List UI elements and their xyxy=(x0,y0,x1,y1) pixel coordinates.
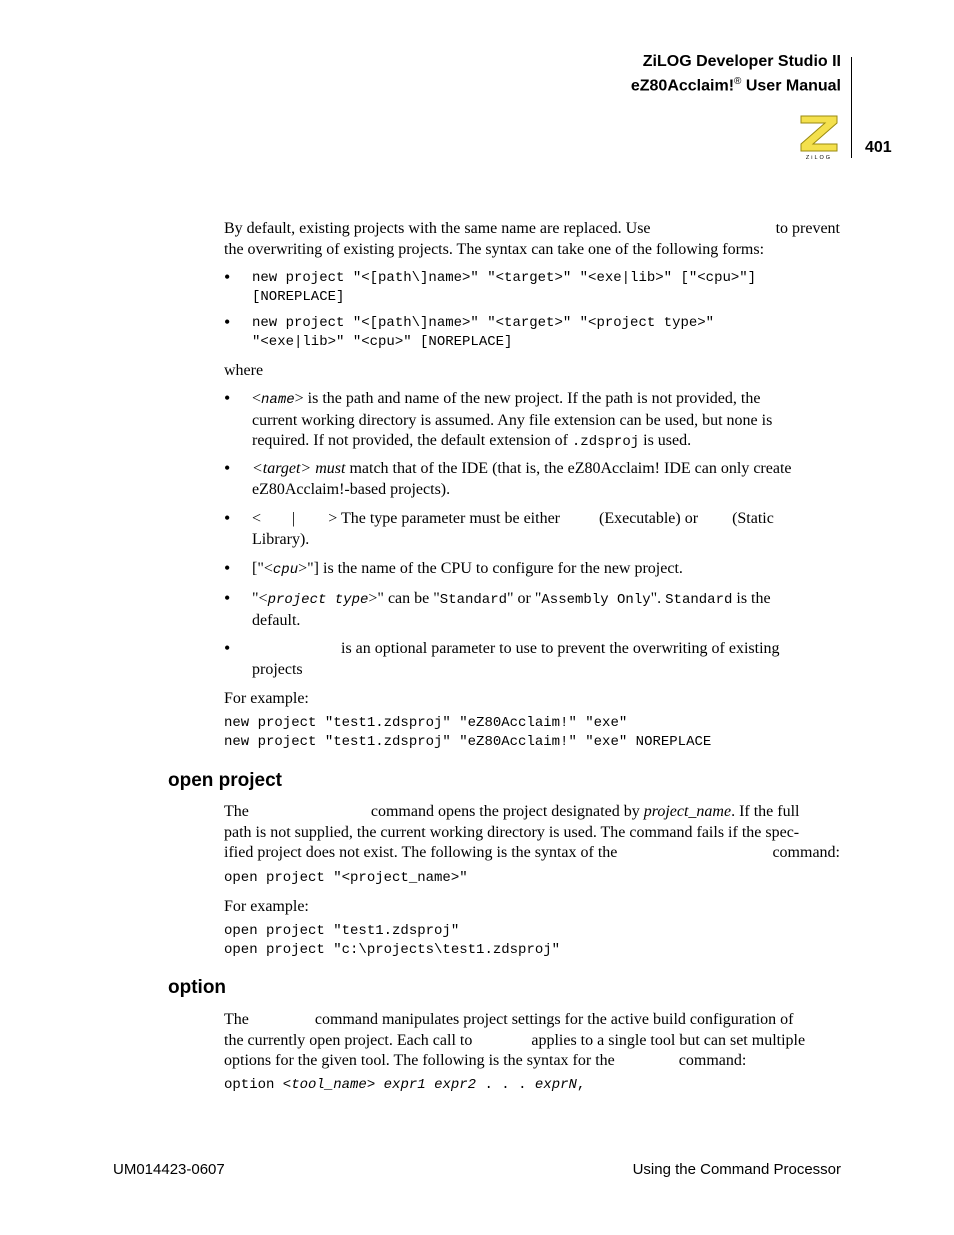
where-label: where xyxy=(224,362,264,379)
header-product-line: ZiLOG Developer Studio II xyxy=(642,53,841,70)
param-noreplace-description: is an optional parameter to use to prevent the overwriting of existing projects xyxy=(252,640,780,678)
open-project-line-1: The command opens the project designated by project_name. If the full xyxy=(224,803,800,820)
option-syntax: option <tool_name> expr1 expr2 . . . exprN, xyxy=(224,1077,586,1093)
footer-chapter-title: Using the Command Processor xyxy=(632,1161,841,1178)
param-exelib-description: < | > The type parameter must be either (Executable) or (Static Library). xyxy=(252,510,774,548)
param-cpu-code: cpu xyxy=(272,562,299,578)
section-heading-open-project: open project xyxy=(168,770,283,791)
param-name-description: <name> is the path and name of the new project. If the path is not provided, the current working directory is assumed. Any file extension can be used, but none is required. If not provided, the default extension of .zdsproj is used. xyxy=(252,390,773,450)
for-example-label: For example: xyxy=(224,690,309,707)
param-cpu-description: ["<cpu>"] is the name of the CPU to configure for the new project. xyxy=(252,560,683,578)
section-heading-option: option xyxy=(168,977,227,998)
syntax-form-1-line-2: [NOREPLACE] xyxy=(252,289,345,305)
zilog-logo xyxy=(795,112,843,160)
bullet: • xyxy=(224,267,231,287)
param-target-term: <target> xyxy=(252,460,312,477)
header-manual-suffix: User Manual xyxy=(741,77,841,95)
bullet: • xyxy=(224,388,231,408)
option-paragraph: The command manipulates project settings for the active build configuration of the currently open project. Each call to applies to a single tool but can set multiple options for the given tool. The following is the syntax for the command: xyxy=(224,1011,806,1069)
bullet: • xyxy=(224,638,231,658)
page-number: 401 xyxy=(865,139,892,156)
intro-line-2: the overwriting of existing projects. The syntax can take one of the following forms: xyxy=(224,240,765,258)
bullet: • xyxy=(224,508,231,528)
open-project-paragraph: The command opens the project designated by project_name. If the full path is not supplied, the current working directory is used. The command fails if the spec- ified project does not exist. The following is the syntax of the command: xyxy=(224,803,840,861)
param-project-type-description: "<project type>" can be "Standard" or "Assembly Only". Standard is the default. xyxy=(252,590,771,629)
syntax-form-1-line-1: new project "<[path\]name>" "<target>" "<exe|lib>" ["<cpu>"] xyxy=(252,270,757,286)
footer-document-id: UM014423-0607 xyxy=(113,1161,225,1178)
intro-paragraph xyxy=(224,219,840,260)
bullet: • xyxy=(224,458,231,478)
intro-line-1: By default, existing projects with the same name are replaced. Use to prevent xyxy=(224,220,840,237)
header-divider xyxy=(851,57,852,158)
param-project-type-code: project type xyxy=(267,592,369,608)
zdsproj-extension-code: .zdsproj xyxy=(571,434,640,450)
param-name-code: name xyxy=(261,392,295,408)
syntax-form-2-line-2: "<exe|lib>" "<cpu>" [NOREPLACE] xyxy=(252,334,513,350)
open-project-examples: open project "test1.zdsproj" open project "c:\projects\test1.zdsproj" xyxy=(224,923,561,958)
param-target-description: <target> must match that of the IDE (that is, the eZ80Acclaim! IDE can only create eZ80Acclaim!-based projects). xyxy=(252,460,792,498)
header-product-name: eZ80Acclaim! xyxy=(630,77,735,95)
bullet: • xyxy=(224,588,231,608)
header-manual-line xyxy=(631,72,841,96)
open-project-syntax: open project "<project_name>" xyxy=(224,870,468,886)
syntax-form-2-line-1: new project "<[path\]name>" "<target>" "<project type>" xyxy=(252,315,715,331)
syntax-form-1 xyxy=(252,269,756,307)
running-header xyxy=(631,52,841,96)
logo-wordmark: ZiLOG xyxy=(805,155,833,160)
bullet: • xyxy=(224,312,231,332)
new-project-examples: new project "test1.zdsproj" "eZ80Acclaim!" "exe" new project "test1.zdsproj" "eZ80Acclaim!" "exe" NOREPLACE xyxy=(224,715,712,750)
registered-mark: ® xyxy=(734,76,742,87)
syntax-form-2 xyxy=(252,314,714,352)
for-example-label: For example: xyxy=(224,898,309,915)
bullet: • xyxy=(224,558,231,578)
